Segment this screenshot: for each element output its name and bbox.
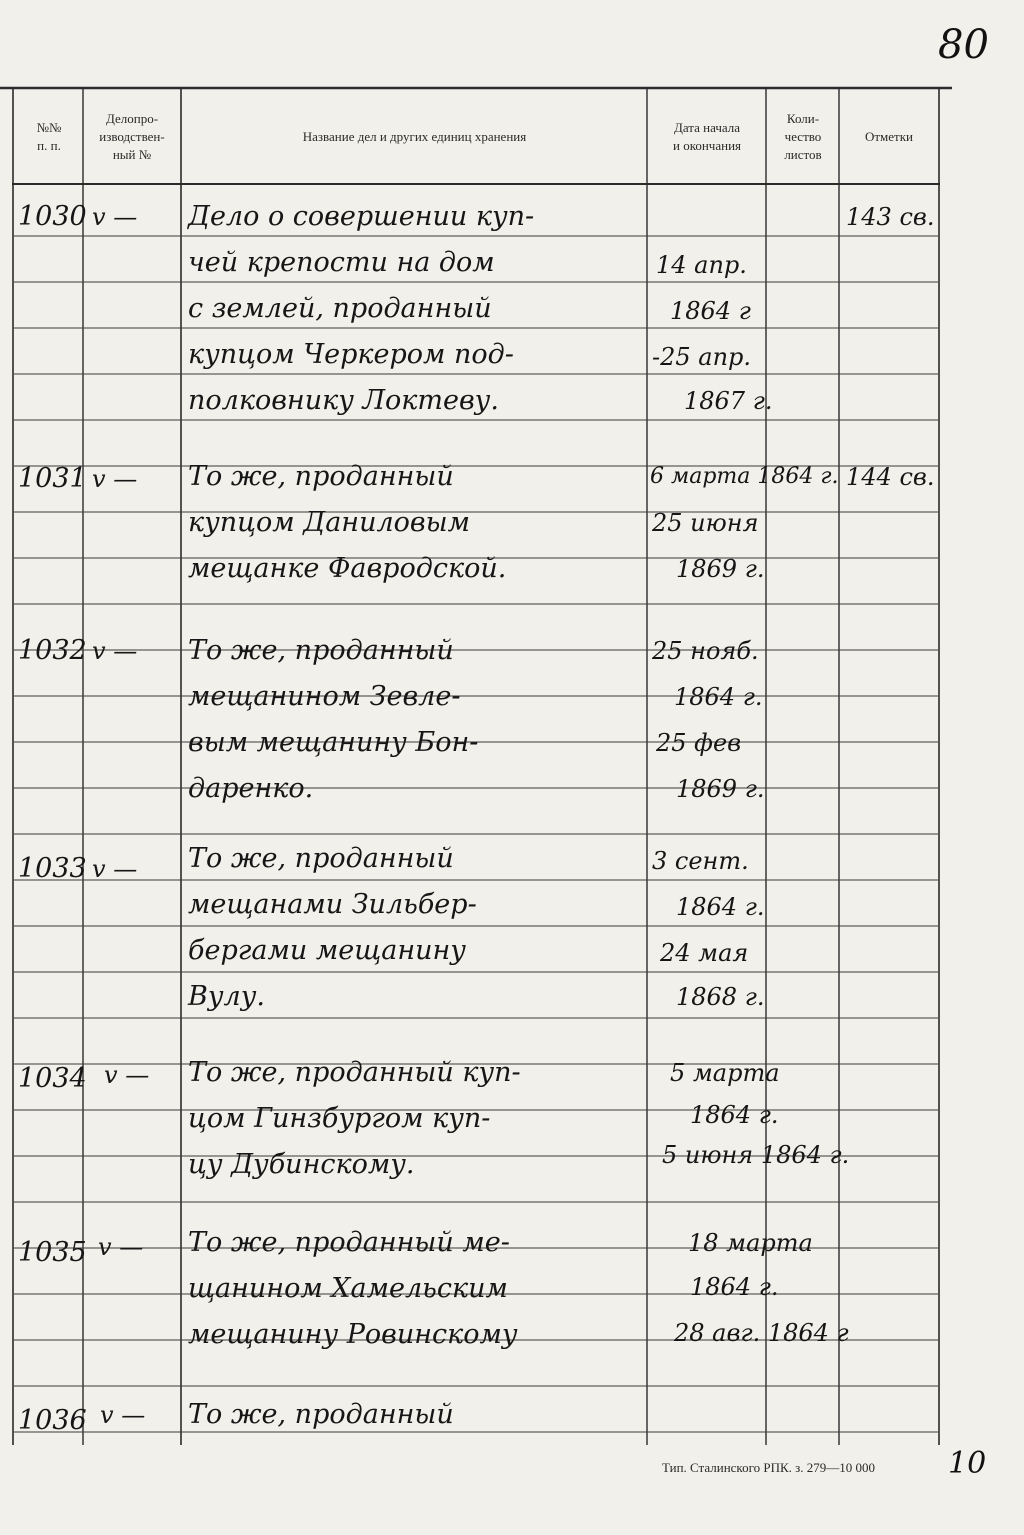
entry-number: 1032 bbox=[18, 635, 87, 666]
date-line: 1864 г bbox=[670, 297, 751, 325]
sheet-mark: 10 bbox=[948, 1446, 987, 1481]
entry-number: 1033 bbox=[18, 853, 87, 884]
date-line: 25 июня bbox=[652, 509, 759, 537]
title-line: мещанами Зильбер- bbox=[188, 889, 477, 920]
entry-number: 1035 bbox=[18, 1237, 87, 1268]
title-line: цом Гинзбургом куп- bbox=[188, 1103, 491, 1134]
title-line: вым мещанину Бон- bbox=[188, 727, 479, 758]
entry-mark: v — bbox=[104, 1061, 150, 1089]
entry-number: 1036 bbox=[18, 1405, 87, 1436]
date-line: 5 марта bbox=[670, 1059, 780, 1087]
title-line: мещанке Фавродской. bbox=[188, 553, 507, 584]
date-line: 24 мая bbox=[660, 939, 749, 967]
entry-mark: v — bbox=[100, 1401, 146, 1429]
entry-notes: 143 св. bbox=[846, 203, 935, 231]
date-line: 1869 г. bbox=[676, 775, 765, 803]
title-line: даренко. bbox=[188, 773, 314, 804]
title-line: мещанином Зевле- bbox=[188, 681, 461, 712]
title-line: бергами мещанину bbox=[188, 935, 466, 966]
header-dates: Дата начала и окончания bbox=[672, 120, 742, 153]
title-line: То же, проданный куп- bbox=[188, 1057, 521, 1088]
entry-number: 1034 bbox=[18, 1063, 87, 1094]
header-number: №№ п. п. bbox=[36, 120, 62, 153]
entry-number: 1030 bbox=[18, 201, 87, 232]
entry-mark: v — bbox=[98, 1233, 144, 1261]
date-line: 25 фев bbox=[656, 729, 742, 757]
entry-number: 1031 bbox=[18, 463, 87, 494]
title-line: чей крепости на дом bbox=[188, 247, 495, 278]
title-line: с землей, проданный bbox=[188, 293, 492, 324]
date-line: 1864 г. bbox=[690, 1273, 779, 1301]
date-line: 28 авг. 1864 г bbox=[674, 1319, 849, 1347]
header-sheet-count: Коли- чество листов bbox=[784, 111, 822, 162]
entry-mark: v — bbox=[92, 203, 138, 231]
date-line: 25 нояб. bbox=[652, 637, 759, 665]
title-line: То же, проданный ме- bbox=[188, 1227, 510, 1258]
date-line: 1869 г. bbox=[676, 555, 765, 583]
header-title: Название дел и других единиц хранения bbox=[302, 129, 527, 144]
title-line: полковнику Локтеву. bbox=[188, 385, 499, 416]
title-line: мещанину Ровинскому bbox=[188, 1319, 518, 1350]
entry-notes: 144 св. bbox=[846, 463, 935, 491]
title-line: купцом Черкером под- bbox=[188, 339, 514, 370]
header-deloproizv-number: Делопро- изводствен- ный № bbox=[99, 111, 165, 162]
entry-mark: v — bbox=[92, 637, 138, 665]
entry-mark: v — bbox=[92, 855, 138, 883]
date-line: 1868 г. bbox=[676, 983, 765, 1011]
title-line: То же, проданный bbox=[188, 461, 454, 492]
title-line: купцом Даниловым bbox=[188, 507, 470, 538]
date-line: 6 марта 1864 г. bbox=[650, 464, 839, 489]
title-line: То же, проданный bbox=[188, 843, 454, 874]
title-line: щанином Хамельским bbox=[188, 1273, 508, 1304]
date-line: 1864 г. bbox=[674, 683, 763, 711]
date-line: 18 марта bbox=[688, 1229, 813, 1257]
date-line: 5 июня 1864 г. bbox=[662, 1141, 850, 1169]
date-line: -25 апр. bbox=[652, 343, 752, 371]
date-line: 1864 г. bbox=[690, 1101, 779, 1129]
date-line: 14 апр. bbox=[656, 251, 747, 279]
folio-number: 80 bbox=[938, 22, 989, 68]
date-line: 3 сент. bbox=[652, 847, 749, 875]
title-line: цу Дубинскому. bbox=[188, 1149, 415, 1180]
date-line: 1864 г. bbox=[676, 893, 765, 921]
date-line: 1867 г. bbox=[684, 387, 773, 415]
title-line: Дело о совершении куп- bbox=[188, 201, 535, 232]
title-line: То же, проданный bbox=[188, 635, 454, 666]
printer-imprint: Тип. Сталинского РПК. з. 279—10 000 bbox=[662, 1460, 876, 1475]
title-line: Вулу. bbox=[188, 981, 265, 1012]
header-notes: Отметки bbox=[864, 129, 914, 144]
title-line: То же, проданный bbox=[188, 1399, 454, 1430]
entry-mark: v — bbox=[92, 465, 138, 493]
